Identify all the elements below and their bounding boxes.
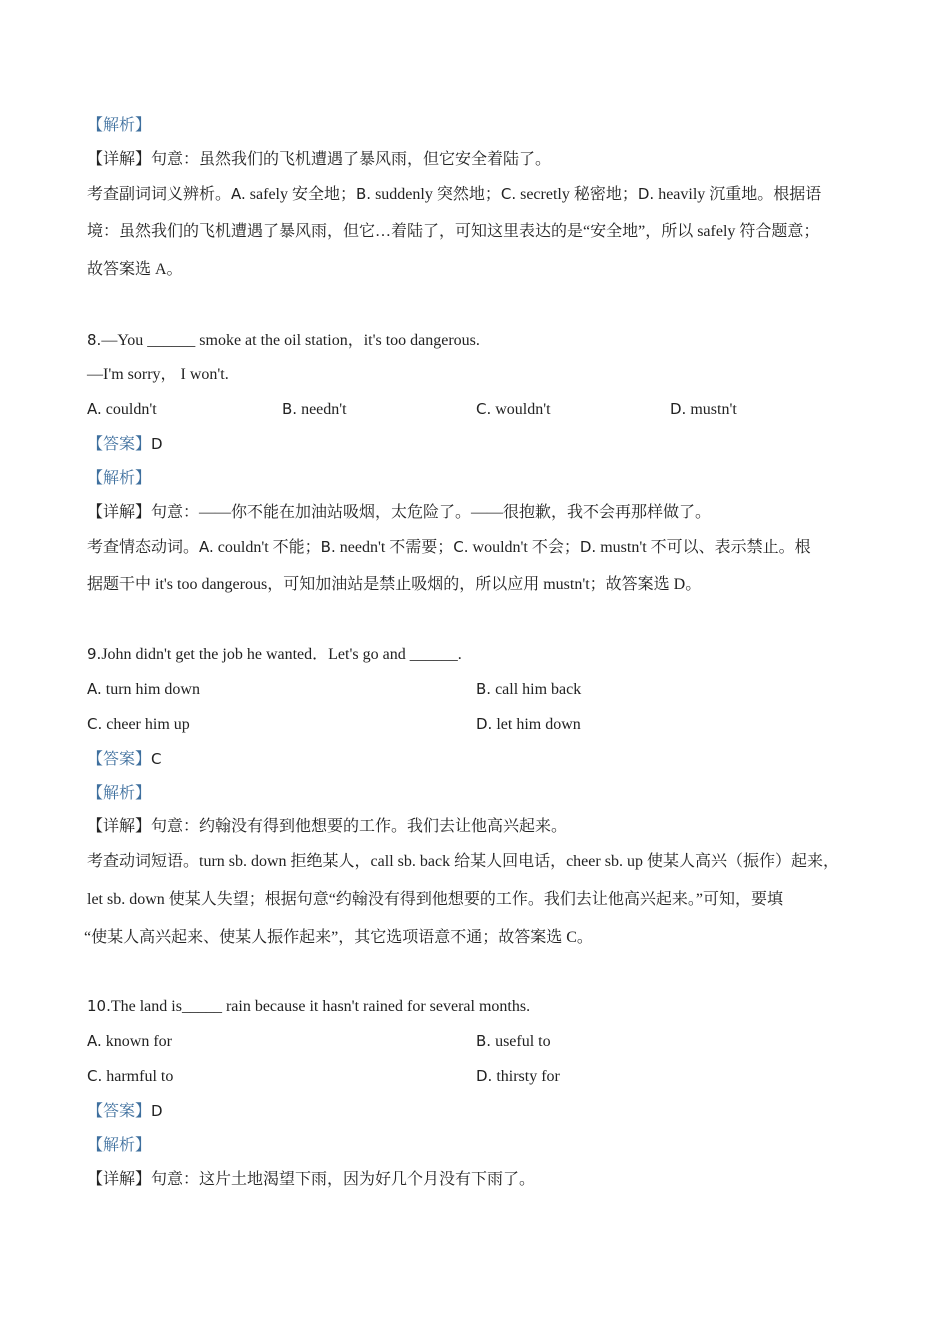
q7-explanation-line-2: 境：虽然我们的飞机遭遇了暴风雨，但它…着陆了，可知这里表达的是“安全地”，所以 safely 符合题意； <box>87 223 820 240</box>
q8-analysis-label: 【解析】 <box>87 470 152 487</box>
q10-detail <box>87 1170 535 1190</box>
option-key: B. <box>282 400 298 418</box>
option-key: C. <box>476 400 492 418</box>
option-key: D. <box>476 1067 493 1085</box>
q10-answer <box>87 1101 163 1122</box>
q10-stem-text: The land is_____ rain because it hasn't rained for several months. <box>110 998 531 1015</box>
q8-detail-prefix: 【详解】 <box>87 504 152 521</box>
option-key: B. <box>476 680 492 698</box>
option-text: turn him down <box>101 681 200 698</box>
option-key: A. <box>87 400 102 418</box>
q9-answer <box>87 749 162 770</box>
q9-option-a <box>87 679 200 700</box>
q9-detail <box>87 817 567 837</box>
option-text: known for <box>101 1033 172 1050</box>
q7-exp-c-key: C. <box>500 185 517 203</box>
q10-option-b <box>476 1031 551 1052</box>
q8-answer-label: 【答案】 <box>87 436 152 453</box>
q7-exp-d-key: D. <box>637 185 655 203</box>
q9-option-c <box>87 714 190 735</box>
q9-answer-label: 【答案】 <box>87 751 152 768</box>
option-key: A. <box>87 680 102 698</box>
q8-option-a <box>87 399 157 420</box>
q9-stem-text: John didn't get the job he wanted．Let's go and ______. <box>101 646 462 663</box>
q8-option-b <box>282 399 347 420</box>
q9-analysis-label: 【解析】 <box>87 785 152 802</box>
q10-option-a <box>87 1031 172 1052</box>
q8-explanation-line-1 <box>87 537 811 558</box>
q8-exp-c-text: wouldn't 不会； <box>468 539 580 556</box>
q8-answer <box>87 434 163 455</box>
q8-exp-c-key: C. <box>453 538 469 556</box>
q7-exp-intro: 考查副词词义辨析。 <box>87 186 232 203</box>
option-key: C. <box>87 715 103 733</box>
q9-option-b <box>476 679 581 700</box>
q10-option-c <box>87 1066 173 1087</box>
q8-exp-b-text: needn't 不需要； <box>335 539 454 556</box>
q10-number: 10. <box>87 997 111 1015</box>
q7-detail-prefix: 【详解】 <box>87 151 152 168</box>
q7-exp-b-key: B. <box>356 185 372 203</box>
q9-explanation-line-3: “使某人高兴起来、使某人振作起来”，其它选项语意不通；故答案选 C。 <box>84 929 593 946</box>
q10-detail-text: 句意：这片土地渴望下雨，因为好几个月没有下雨了。 <box>151 1171 536 1188</box>
q10-stem <box>87 996 530 1017</box>
q8-number: 8. <box>87 331 102 349</box>
option-text: wouldn't <box>491 401 551 418</box>
option-text: mustn't <box>686 401 737 418</box>
q9-stem <box>87 644 462 665</box>
option-key: D. <box>476 715 493 733</box>
q8-stem-text: —You ______ smoke at the oil station，it's too dangerous. <box>101 332 480 349</box>
q9-explanation-line-1: 考查动词短语。turn sb. down 拒绝某人，call sb. back 给某人回电话，cheer sb. up 使某人高兴（振作）起来， <box>87 853 839 870</box>
q7-exp-d-text: heavily 沉重地。根据语 <box>654 186 822 203</box>
q10-answer-label: 【答案】 <box>87 1103 152 1120</box>
q9-option-d <box>476 714 581 735</box>
q9-detail-prefix: 【详解】 <box>87 818 152 835</box>
q7-exp-b-text: suddenly 突然地； <box>371 186 501 203</box>
option-key: D. <box>670 400 687 418</box>
q7-exp-a-key: A. <box>231 185 246 203</box>
q8-exp-a-text: couldn't 不能； <box>213 539 321 556</box>
q10-answer-value: D <box>151 1102 163 1120</box>
q9-answer-value: C <box>151 750 162 768</box>
q9-explanation-line-2: let sb. down 使某人失望；根据句意“约翰没有得到他想要的工作。我们去让他高兴起来。”可知，要填 <box>87 891 783 908</box>
option-key: C. <box>87 1067 103 1085</box>
q10-detail-prefix: 【详解】 <box>87 1171 152 1188</box>
q8-option-c <box>476 399 551 420</box>
option-text: couldn't <box>101 401 157 418</box>
option-key: A. <box>87 1032 102 1050</box>
q7-explanation-line-3: 故答案选 A。 <box>87 261 183 278</box>
q8-option-d <box>670 399 737 420</box>
q8-detail-text: 句意：——你不能在加油站吸烟，太危险了。——很抱歉，我不会再那样做了。 <box>151 504 712 521</box>
q9-number: 9. <box>87 645 102 663</box>
q7-exp-c-text: secretly 秘密地； <box>516 186 638 203</box>
option-text: useful to <box>491 1033 551 1050</box>
q7-explanation-line-1 <box>87 184 821 205</box>
q7-detail-text: 句意：虽然我们的飞机遭遇了暴风雨，但它安全着陆了。 <box>151 151 552 168</box>
q9-detail-text: 句意：约翰没有得到他想要的工作。我们去让他高兴起来。 <box>151 818 568 835</box>
option-text: let him down <box>492 716 581 733</box>
q7-exp-a-text: safely 安全地； <box>245 186 356 203</box>
q8-answer-value: D <box>151 435 163 453</box>
option-text: call him back <box>491 681 582 698</box>
option-text: cheer him up <box>102 716 190 733</box>
q10-analysis-label: 【解析】 <box>87 1137 152 1154</box>
q7-analysis-label: 【解析】 <box>87 117 152 134</box>
q8-exp-intro: 考查情态动词。 <box>87 539 200 556</box>
q8-exp-d-key: D. <box>579 538 597 556</box>
q8-explanation-line-2: 据题干中 it's too dangerous，可知加油站是禁止吸烟的，所以应用 mustn't；故答案选 D。 <box>87 576 702 593</box>
q10-option-d <box>476 1066 560 1087</box>
q8-stem <box>87 330 480 351</box>
q8-detail <box>87 503 711 523</box>
option-text: thirsty for <box>492 1068 560 1085</box>
q7-detail <box>87 150 551 170</box>
q8-reply: —I'm sorry， I won't. <box>87 366 229 383</box>
option-key: B. <box>476 1032 492 1050</box>
q8-exp-b-key: B. <box>320 538 336 556</box>
q8-exp-d-text: mustn't 不可以、表示禁止。根 <box>596 539 811 556</box>
q8-exp-a-key: A. <box>199 538 214 556</box>
option-text: needn't <box>297 401 347 418</box>
option-text: harmful to <box>102 1068 174 1085</box>
